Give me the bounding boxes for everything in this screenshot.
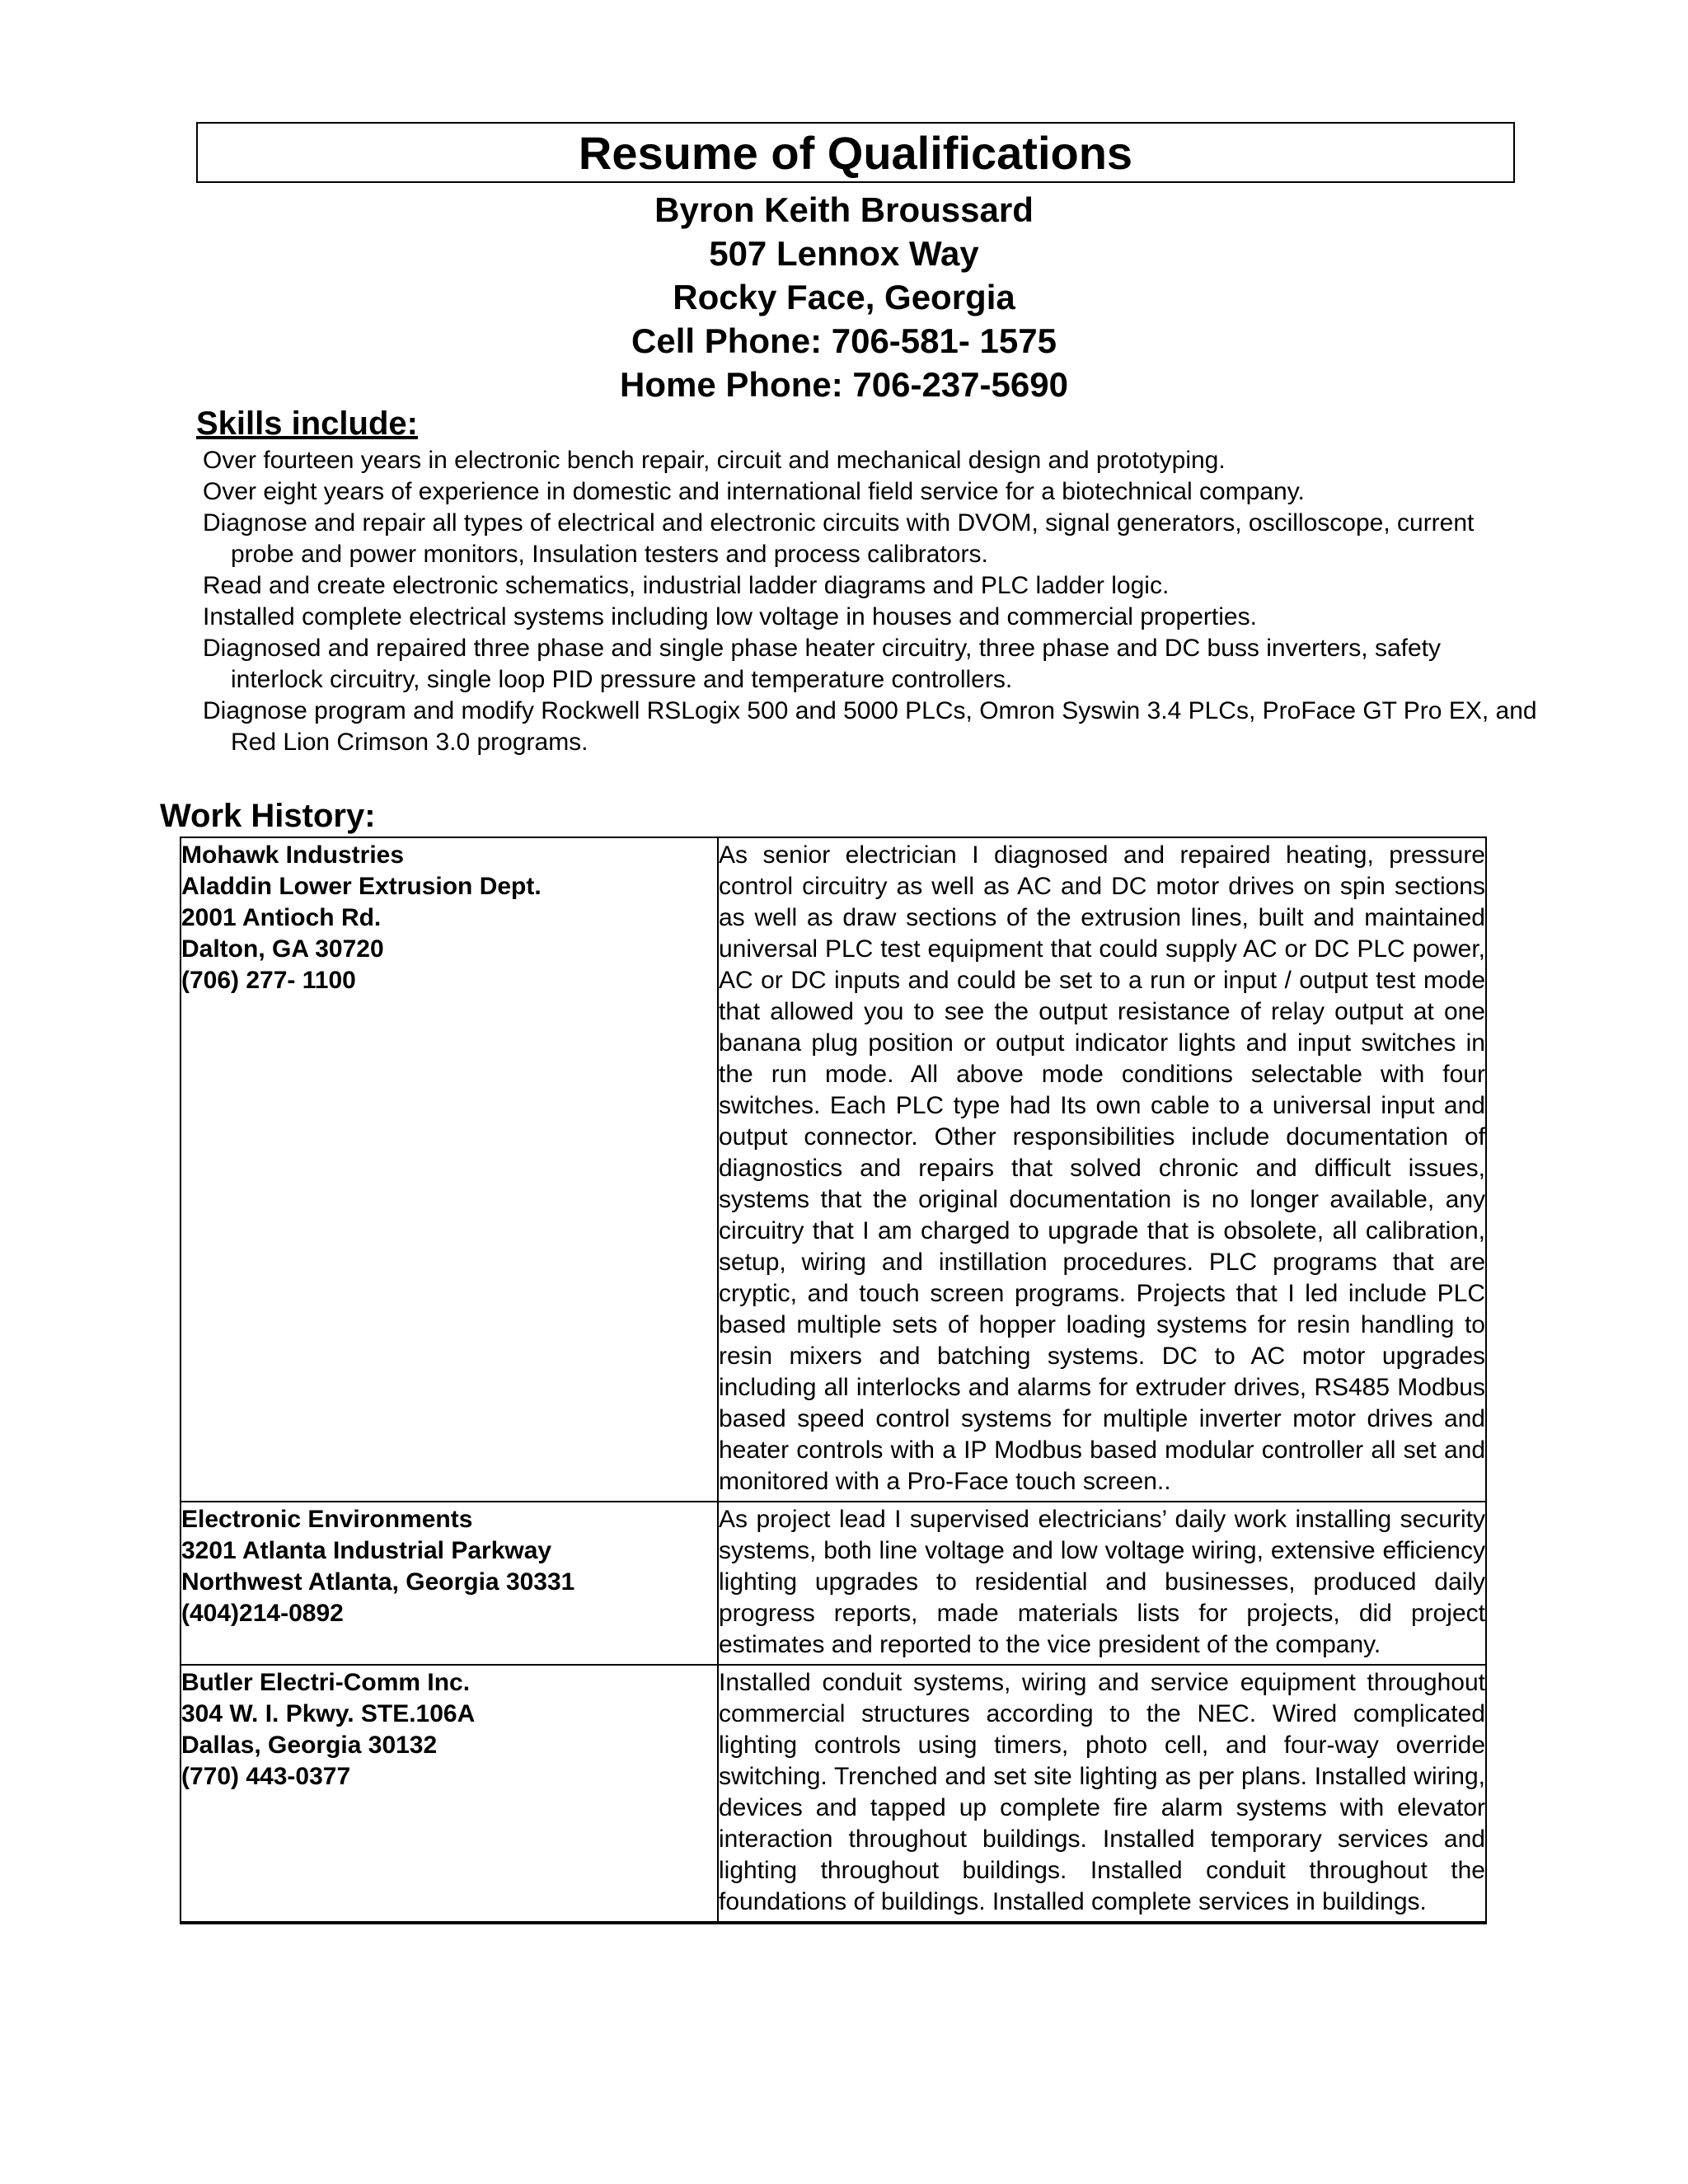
contact-block [0, 188, 1688, 406]
job-description: Installed conduit systems, wiring and service equipment throughout commercial structures according to the NEC. Wired complicated lighting controls using timers, photo cell, and four-way override switching. Trenched and set site lighting as per plans. Installed wiring, devices and tapped up complete fire alarm systems with elevator interaction throughout buildings. Installed temporary services and lighting throughout buildings. Installed conduit throughout the foundations of buildings. Installed complete services in buildings. [718, 1665, 1486, 1923]
employer-cell [181, 1502, 718, 1665]
job-row-butler [181, 1665, 1486, 1923]
employer-name: Electronic Environments [181, 1506, 473, 1533]
employer-city: Dalton, GA 30720 [181, 935, 384, 963]
employer-street: 304 W. I. Pkwy. STE.106A [181, 1700, 476, 1727]
cell-phone: Cell Phone: 706-581- 1575 [631, 321, 1057, 360]
employer-department: Aladdin Lower Extrusion Dept. [181, 873, 542, 900]
employer-street: 2001 Antioch Rd. [181, 904, 382, 931]
applicant-name: Byron Keith Broussard [654, 190, 1034, 229]
job-row-electronic-environments [181, 1502, 1486, 1665]
address-city: Rocky Face, Georgia [673, 278, 1015, 316]
employer-phone: (770) 443-0377 [181, 1763, 351, 1790]
skill-item: Over eight years of experience in domestic and international field service for a biotechnical company. [203, 478, 1305, 505]
address-street: 507 Lennox Way [709, 234, 979, 273]
skill-item: Diagnose program and modify Rockwell RSLogix 500 and 5000 PLCs, Omron Syswin 3.4 PLCs, ProFace GT Pro EX, and Red Lion Crimson 3.0 programs. [203, 697, 1537, 756]
work-history-heading: Work History: [160, 798, 376, 834]
employer-city: Northwest Atlanta, Georgia 30331 [181, 1568, 575, 1596]
employer-phone: (706) 277- 1100 [181, 967, 356, 994]
employer-name: Butler Electri-Comm Inc. [181, 1669, 471, 1696]
job-description: As senior electrician I diagnosed and repaired heating, pressure control circuitry as well as AC and DC motor drives on spin sections as well as draw sections of the extrusion lines, built and maintained universal PLC test equipment that could supply AC or DC PLC power, AC or DC inputs and could be set to a run or input / output test mode that allowed you to see the output resistance of relay output at one banana plug position or output indicator lights and input switches in the run mode. All above mode conditions selectable with four switches. Each PLC type had Its own cable to a universal input and output connector. Other responsibilities include documentation of diagnostics and repairs that solved chronic and difficult issues, systems that the original documentation is no longer available, any circuitry that I am charged to upgrade that is obsolete, all calibration, setup, wiring and instillation procedures. PLC programs that are cryptic, and touch screen programs. Projects that I led include PLC based multiple sets of hopper loading systems for resin handling to resin mixers and batching systems. DC to AC motor upgrades including all interlocks and alarms for extruder drives, RS485 Modbus based speed control systems for multiple inverter motor drives and heater controls with a IP Modbus based modular controller all set and monitored with a Pro-Face touch screen.. [718, 837, 1486, 1502]
skills-list [203, 445, 1538, 758]
job-row-mohawk [181, 837, 1486, 1502]
document-title: Resume of Qualifications [196, 122, 1515, 183]
work-history-table [180, 837, 1487, 1924]
skill-item: Over fourteen years in electronic bench repair, circuit and mechanical design and prototyping. [203, 447, 1226, 474]
job-description: As project lead I supervised electricians’ daily work installing security systems, both line voltage and low voltage wiring, extensive efficiency lighting upgrades to residential and businesses, produced daily progress reports, made materials lists for projects, did project estimates and reported to the vice president of the company. [718, 1502, 1486, 1665]
skill-item: Diagnosed and repaired three phase and single phase heater circuitry, three phase and DC buss inverters, safety interlock circuitry, single loop PID pressure and temperature controllers. [203, 635, 1441, 693]
home-phone: Home Phone: 706-237-5690 [620, 365, 1068, 404]
employer-city: Dallas, Georgia 30132 [181, 1732, 438, 1759]
skill-item: Installed complete electrical systems including low voltage in houses and commercial properties. [203, 603, 1257, 630]
skill-item: Diagnose and repair all types of electrical and electronic circuits with DVOM, signal generators, oscilloscope, current probe and power monitors, Insulation testers and process calibrators. [203, 509, 1475, 568]
employer-street: 3201 Atlanta Industrial Parkway [181, 1537, 552, 1564]
employer-cell [181, 837, 718, 1502]
employer-phone: (404)214-0892 [181, 1600, 344, 1627]
employer-name: Mohawk Industries [181, 841, 405, 869]
skills-heading: Skills include: [196, 405, 418, 442]
employer-cell [181, 1665, 718, 1923]
skill-item: Read and create electronic schematics, industrial ladder diagrams and PLC ladder logic. [203, 572, 1170, 599]
